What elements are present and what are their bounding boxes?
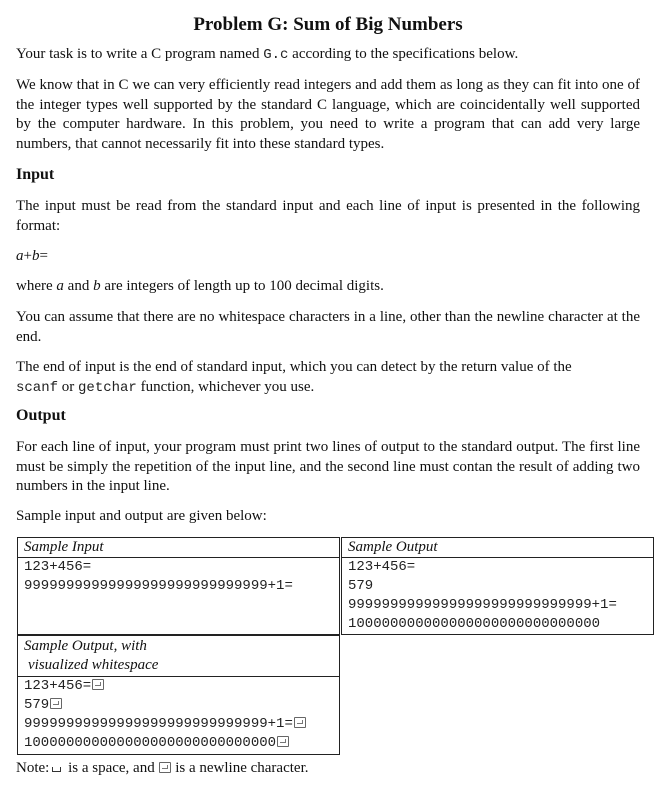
sample-intro: Sample input and output are given below: [16, 508, 267, 524]
newline-icon [50, 698, 62, 709]
eoi-or: or [58, 378, 79, 395]
format-a: a [16, 248, 24, 264]
note-mid: is a space, and [64, 760, 159, 776]
intro-pre: Your task is to write a C program named [16, 46, 264, 62]
whitespace-caption-line1: Sample Output, with [24, 638, 147, 654]
whitespace-line-text: 579 [24, 697, 50, 713]
where-mid: and [63, 278, 94, 294]
format-eq: = [39, 248, 48, 264]
whitespace-line [24, 734, 289, 753]
where-post: are integers of length up to 100 decimal digits. [100, 278, 384, 294]
where-a: a [56, 278, 64, 294]
output-description: For each line of input, your program must print two lines of output to the standard output. The first line must be simply the repetition of the input line, and the second line must contan the result of adding two numbers in the input line. [16, 439, 640, 494]
sample-output-box [341, 537, 654, 635]
sample-output-line: 100000000000000000000000000000 [348, 616, 601, 632]
whitespace-line [24, 677, 104, 696]
intro-paragraph [16, 45, 640, 66]
whitespace-line-text: 99999999999999999999999999999+1= [24, 716, 293, 732]
whitespace-line-text: 100000000000000000000000000000 [24, 735, 277, 751]
description-paragraph: We know that in C we can very efficiently read integers and add them as long as they can fit into one of the integer types well supported by the standard C language, which are coincidentally well supported by the computer hardware. In this problem, you need to write a program that can add very large numbers, that cannot necessarily fit into these standard types. [16, 77, 640, 152]
newline-icon [294, 717, 306, 728]
where-paragraph [16, 277, 640, 297]
sample-input-caption: Sample Input [24, 539, 104, 555]
eoi-pre: The end of input is the end of standard input, which you can detect by the return value of the [16, 359, 572, 375]
sample-whitespace-box [17, 635, 340, 755]
output-heading: Output [16, 407, 66, 424]
input-description: The input must be read from the standard input and each line of input is presented in the following format: [16, 198, 640, 234]
format-b: b [31, 248, 40, 264]
page-title: Problem G: Sum of Big Numbers [193, 14, 463, 35]
whitespace-caption-line2: visualized whitespace [28, 657, 159, 673]
scanf-code: scanf [16, 379, 59, 396]
note-pre: Note: [16, 760, 50, 776]
newline-icon [92, 679, 104, 690]
space-icon [52, 767, 61, 772]
format-plus: + [23, 248, 32, 264]
input-heading: Input [16, 166, 55, 183]
where-b: b [93, 278, 101, 294]
input-format [16, 247, 640, 267]
newline-icon [159, 762, 171, 773]
intro-post: according to the specifications below. [288, 46, 519, 62]
whitespace-line [24, 696, 62, 715]
whitespace-line-text: 123+456= [24, 678, 92, 694]
program-filename: G.c [263, 47, 289, 63]
whitespace-paragraph: You can assume that there are no whitespace characters in a line, other than the newline character at the end. [16, 309, 640, 345]
where-pre: where [16, 278, 57, 294]
sample-input-box [17, 537, 340, 635]
sample-output-line: 123+456= [348, 559, 416, 575]
sample-output-caption: Sample Output [348, 539, 438, 555]
note-line [16, 759, 640, 779]
whitespace-line [24, 715, 306, 734]
newline-icon [277, 736, 289, 747]
sample-output-line: 579 [348, 578, 374, 594]
sample-input-line: 99999999999999999999999999999+1= [24, 578, 293, 594]
note-post: is a newline character. [171, 760, 309, 776]
sample-output-line: 99999999999999999999999999999+1= [348, 597, 617, 613]
getchar-code: getchar [78, 379, 137, 396]
end-of-input-paragraph [16, 358, 640, 398]
eoi-post: function, whichever you use. [136, 378, 315, 395]
sample-input-line: 123+456= [24, 559, 92, 575]
